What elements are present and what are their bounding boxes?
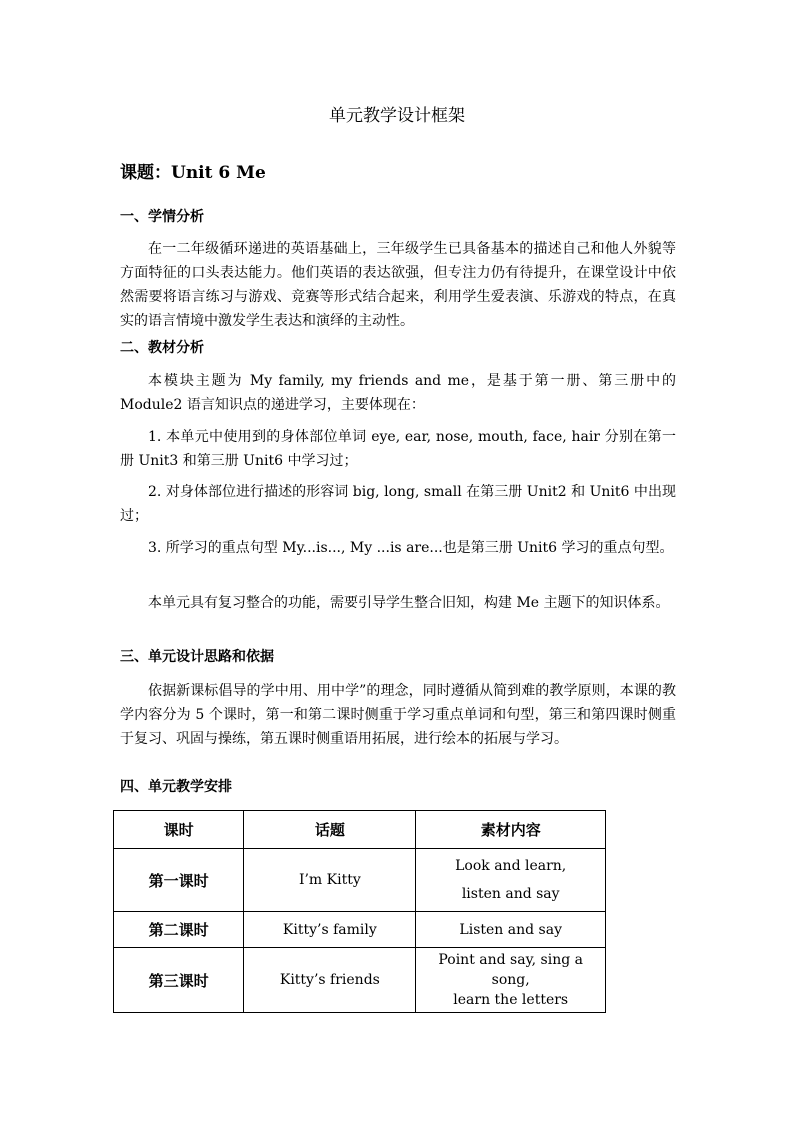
header-lesson: 课时 [114,811,244,849]
table-row [114,912,606,948]
design-rationale-paragraph: 依据新课标倡导的学中用、用中学”的理念，同时遵循从简到难的教学原则，本课的教学内容分为 5 个课时，第一和第二课时侧重于学习重点单词和句型，第三和第四课时侧重于复习、巩固与操练，第五课时侧重语用拓展，进行绘本的拓展与学习。 [120,683,676,747]
table-row [114,849,606,912]
table-row [114,948,606,1013]
material-line: Listen and say [459,921,562,938]
lesson-topic: 课题：Unit 6 Me [120,163,266,183]
cell-material [416,849,606,912]
cell-topic: Kitty’s friends [244,948,416,1013]
material-line: Point and say, sing a song, [438,952,583,988]
textbook-analysis-point-2: 2. 对身体部位进行描述的形容词 big, long, small 在第三册 Unit2 和 Unit6 中出现过； [120,484,676,524]
cell-material [416,912,606,948]
section-heading-textbook-analysis: 二、教材分析 [120,340,204,356]
cell-lesson: 第二课时 [114,912,244,948]
textbook-analysis-intro: 本模块主题为 My family, my friends and me，是基于第一册、第三册中的Module2 语言知识点的递进学习，主要体现在： [120,373,676,413]
textbook-analysis-summary: 本单元具有复习整合的功能，需要引导学生整合旧知，构建 Me 主题下的知识体系。 [148,595,670,611]
section-heading-learner-analysis: 一、学情分析 [120,209,204,225]
document-title: 单元教学设计框架 [329,106,465,126]
textbook-analysis-point-3: 3. 所学习的重点句型 My...is..., My ...is are...也是第三册 Unit6 学习的重点句型。 [148,540,674,556]
cell-topic: Kitty’s family [244,912,416,948]
section-heading-design-rationale: 三、单元设计思路和依据 [120,649,274,665]
material-line: listen and say [461,886,560,902]
learner-analysis-paragraph: 在一二年级循环递进的英语基础上，三年级学生已具备基本的描述自己和他人外貌等方面特征的口头表达能力。他们英语的表达欲强，但专注力仍有待提升，在课堂设计中依然需要将语言练习与游戏、竞赛等形式结合起来，利用学生爱表演、乐游戏的特点，在真实的语言情境中激发学生表达和演绎的主动性。 [120,241,676,329]
cell-lesson: 第一课时 [114,849,244,912]
material-line: learn the letters [453,992,569,1008]
cell-topic: I’m Kitty [244,849,416,912]
section-heading-teaching-arrangement: 四、单元教学安排 [120,779,232,795]
textbook-analysis-point-1: 1. 本单元中使用到的身体部位单词 eye, ear, nose, mouth, face, hair 分别在第一册 Unit3 和第三册 Unit6 中学习过； [120,429,676,469]
cell-lesson: 第三课时 [114,948,244,1013]
header-material: 素材内容 [416,811,606,849]
teaching-arrangement-table [113,810,606,1013]
material-line: Look and learn, [455,858,567,874]
cell-material [416,948,606,1013]
table-header-row [114,811,606,849]
header-topic: 话题 [244,811,416,849]
